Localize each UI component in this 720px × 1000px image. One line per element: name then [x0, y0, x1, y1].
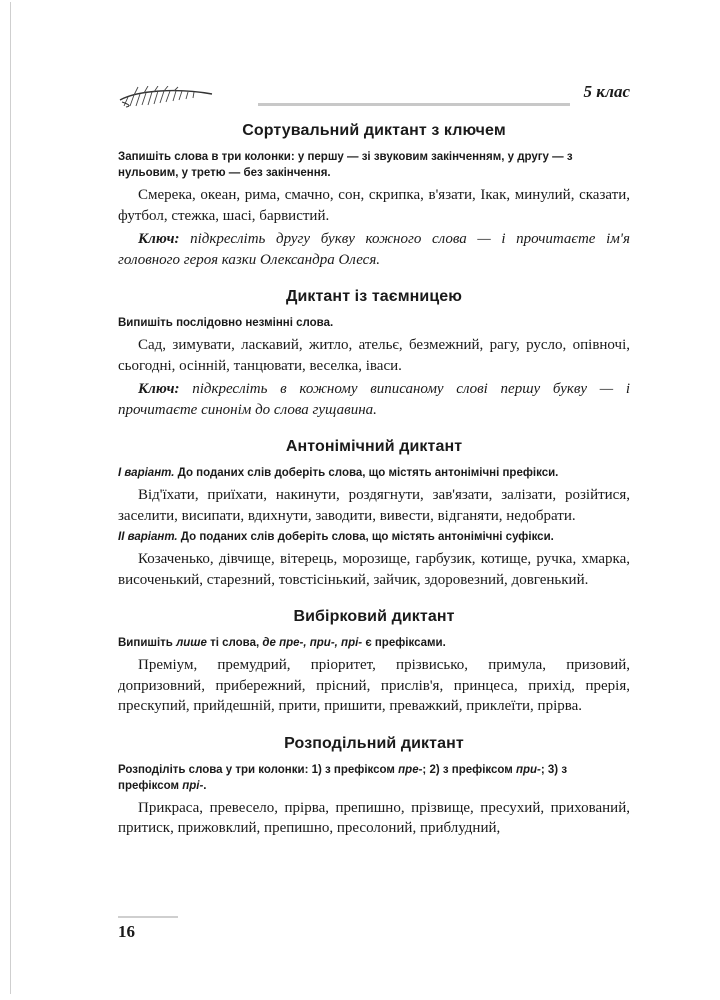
task-emphasis: при-: [515, 763, 541, 776]
section-sorting-dictation: [118, 122, 630, 270]
exercise-text: Преміум, премудрий, пріоритет, прізвисько, примула, призовий, допризовний, прибережний, прісний, прислів'я, принцеса, прихід, прерія, прескупий, прийдешній, прити, пришити, преважкий, приклеїти, прірва.: [118, 657, 630, 714]
section-selective-dictation: [118, 608, 630, 717]
running-header: [118, 78, 630, 108]
task-text: ті слова,: [206, 637, 263, 649]
key-label: Ключ:: [138, 231, 180, 247]
task-emphasis: лише: [176, 637, 207, 649]
key-text: підкресліть в кожному виписаному слові першу букву — і прочитаєте синонім до слова гущавина.: [118, 381, 630, 418]
task-text: Випишіть: [118, 637, 177, 649]
exercise-text: Прикраса, превесело, прірва, препишно, прізвище, пресухий, прихований, притиск, прижовклий, препишно, пресолоний, приблудний,: [118, 799, 630, 836]
task-text: є префіксами.: [362, 637, 446, 649]
grade-label: 5 клас: [583, 82, 630, 101]
task-text: Розподіліть слова у три колонки: 1) з префіксом: [118, 763, 399, 776]
task-emphasis: пре-: [398, 763, 423, 776]
section-title: Диктант із таємницею: [285, 288, 463, 305]
exercise-text: Смерека, океан, рима, смачно, сон, скрипка, в'язати, Ікак, минулий, сказати, футбол, стежка, шасі, барвистий.: [118, 187, 630, 224]
header-rule: [258, 103, 570, 106]
exercise-text: Козаченько, дівчище, вітерець, морозище, гарбузик, котище, ручка, хмарка, височенький, старезний, товстісінький, зайчик, здоровезний, довгенький.: [118, 551, 630, 588]
variant-label: ІІ варіант.: [118, 531, 178, 543]
section-title: Розподільний диктант: [284, 734, 464, 752]
page-content: [118, 114, 630, 842]
key-hint: [118, 229, 630, 270]
task-instruction: Випишіть послідовно незмінні слова.: [118, 317, 334, 329]
task-instruction-variant-1: [118, 465, 630, 481]
key-text: підкресліть другу букву кожного слова — і прочитаєте ім'я головного героя казки Олександра Олеся.: [118, 231, 630, 268]
exercise-text: Сад, зимувати, ласкавий, житло, ательє, безмежний, рагу, русло, опівночі, сьогодні, осінній, танцювати, веселка, іваси.: [118, 337, 630, 374]
task-text: ; 2) з префіксом: [422, 763, 516, 776]
task-emphasis: де пре-, при-, прі-: [262, 637, 363, 649]
task-text: До поданих слів доберіть слова, що містять антонімічні префікси.: [174, 467, 559, 479]
task-instruction: [118, 762, 630, 794]
exercise-text: Від'їхати, приїхати, накинути, роздягнути, зав'язати, залізати, розійтися, заселити, висипати, вдихнути, заводити, вивести, відганяти, недобрати.: [118, 487, 630, 524]
section-title: Антонімічний диктант: [285, 438, 463, 455]
key-hint: [118, 379, 630, 420]
task-instruction: [118, 635, 630, 651]
section-distributive-dictation: [118, 735, 630, 839]
footer-rule: [118, 916, 178, 918]
task-text: До поданих слів доберіть слова, що містять антонімічні суфікси.: [177, 531, 554, 543]
variant-label: І варіант.: [118, 467, 175, 479]
feather-icon: [118, 86, 214, 108]
page-number: 16: [118, 922, 135, 941]
task-emphasis: прі-: [182, 779, 204, 792]
section-title: Вибірковий диктант: [293, 608, 455, 625]
task-instruction: Запишіть слова в три колонки: у першу — зі звуковим закінченням, у другу — з нульовим, у третю — без закінчення.: [118, 151, 573, 179]
section-antonym-dictation: [118, 438, 630, 590]
section-title: Сортувальний диктант з ключем: [242, 122, 506, 139]
task-text: .: [203, 779, 207, 792]
key-label: Ключ:: [138, 381, 180, 397]
task-instruction-variant-2: [118, 529, 630, 545]
section-secret-dictation: [118, 288, 630, 420]
task-text: ; 3) з префіксом: [118, 763, 568, 792]
